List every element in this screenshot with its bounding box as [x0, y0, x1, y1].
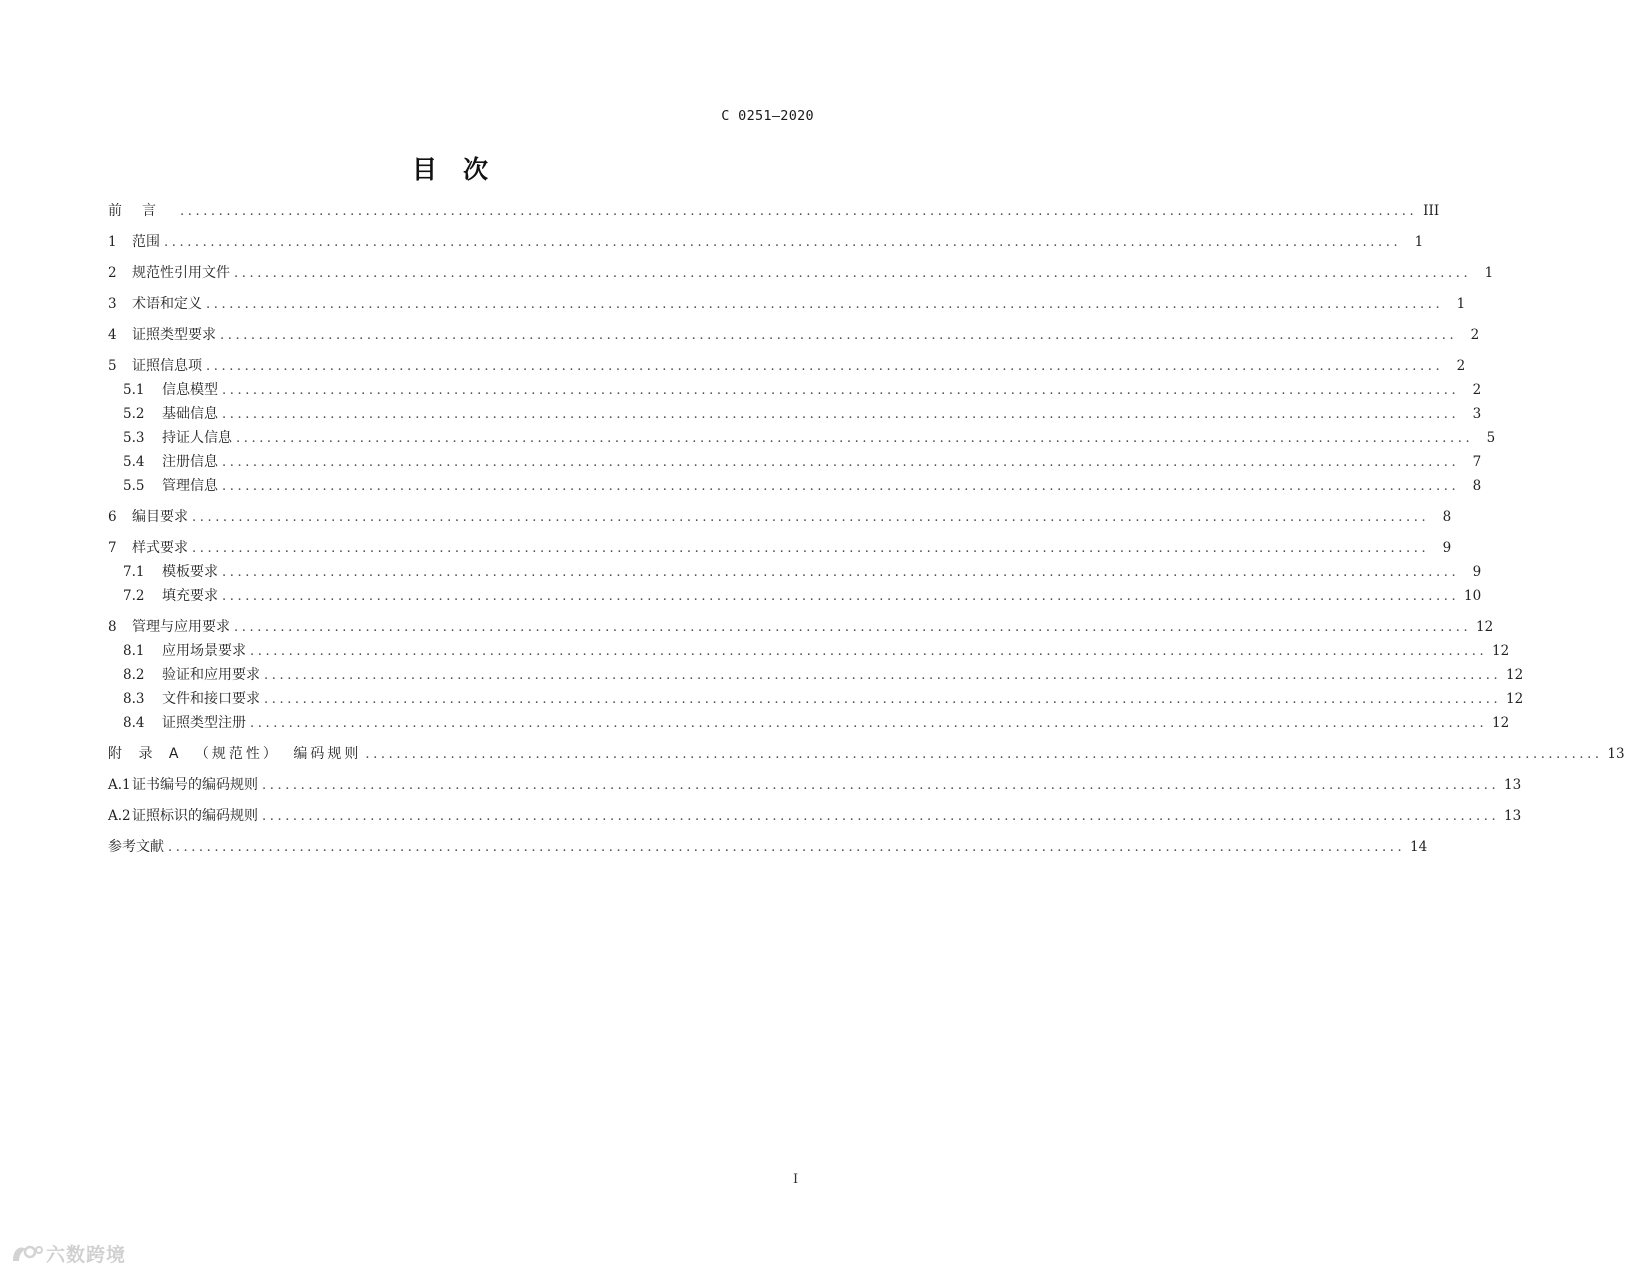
toc-entry-page: III	[1423, 203, 1440, 219]
toc-leader-dots: ................................................................................................................................................................	[222, 589, 1460, 604]
toc-entry-page: 10	[1463, 588, 1482, 604]
toc-leader-dots: ................................................................................................................................................................	[206, 359, 1444, 374]
toc-entry-label: 前言	[108, 203, 176, 219]
watermark-text: 六数跨境	[46, 1244, 127, 1266]
toc-entry-label: 编目要求	[132, 509, 188, 525]
toc-entry	[108, 429, 1496, 448]
toc-entry-label: 证照信息项	[132, 358, 202, 374]
toc-entry-page: 7	[1472, 454, 1482, 470]
toc-leader-dots: ................................................................................................................................................................	[164, 235, 1402, 250]
toc-entry-number: 3	[108, 296, 117, 312]
table-of-contents	[108, 198, 1625, 857]
toc-entry-page: 2	[1470, 327, 1480, 343]
toc-entry	[108, 776, 1522, 795]
toc-entry-label: 规范性引用文件	[132, 265, 230, 281]
toc-leader-dots: ................................................................................................................................................................	[222, 407, 1460, 422]
toc-entry-number: 7.2	[123, 588, 145, 604]
toc-entry-page: 1	[1414, 234, 1424, 250]
toc-entry	[108, 838, 1428, 857]
toc-entry	[108, 264, 1494, 283]
toc-entry-page: 3	[1472, 406, 1482, 422]
toc-entry-page: 13	[1503, 777, 1522, 793]
toc-entry-page: 5	[1486, 430, 1496, 446]
toc-leader-dots: ................................................................................................................................................................	[180, 204, 1418, 219]
toc-entry-number: A.1	[108, 777, 131, 793]
toc-entry	[108, 357, 1466, 376]
toc-entry	[108, 477, 1482, 496]
toc-entry-number: 8.3	[123, 691, 145, 707]
toc-leader-dots: ................................................................................................................................................................	[220, 328, 1458, 343]
toc-entry-number: 5.5	[123, 478, 145, 494]
toc-entry-label: 样式要求	[132, 540, 188, 556]
toc-entry-label: 信息模型	[162, 382, 218, 398]
toc-entry	[108, 405, 1482, 424]
watermark	[10, 1240, 126, 1267]
page-number: I	[793, 1172, 799, 1187]
toc-entry-label: 证照类型要求	[132, 327, 216, 343]
toc-entry	[108, 690, 1524, 709]
toc-entry-page: 2	[1472, 382, 1482, 398]
toc-entry-label: 持证人信息	[162, 430, 232, 446]
toc-entry-label: 参考文献	[108, 839, 164, 855]
toc-entry	[108, 202, 1440, 221]
toc-entry-label: 应用场景要求	[162, 643, 246, 659]
toc-entry	[108, 326, 1480, 345]
toc-entry-label: 证书编号的编码规则	[132, 777, 258, 793]
toc-leader-dots: ................................................................................................................................................................	[168, 840, 1406, 855]
toc-leader-dots: ................................................................................................................................................................	[250, 716, 1488, 731]
toc-entry	[108, 539, 1452, 558]
toc-leader-dots: ................................................................................................................................................................	[250, 644, 1488, 659]
toc-entry	[108, 642, 1510, 661]
toc-entry-number: 7	[108, 540, 117, 556]
toc-entry	[108, 453, 1482, 472]
toc-entry-page: 12	[1491, 715, 1510, 731]
toc-leader-dots: ................................................................................................................................................................	[222, 383, 1460, 398]
toc-leader-dots: ................................................................................................................................................................	[192, 541, 1430, 556]
toc-entry-page: 12	[1505, 667, 1524, 683]
toc-entry-label: 证照类型注册	[162, 715, 246, 731]
toc-leader-dots: ................................................................................................................................................................	[222, 565, 1460, 580]
toc-leader-dots: ................................................................................................................................................................	[365, 747, 1603, 762]
toc-entry-page: 1	[1484, 265, 1494, 281]
toc-entry-label: 附 录 A （规范性） 编码规则	[108, 746, 362, 762]
watermark-logo-icon	[10, 1241, 44, 1267]
toc-entry-number: 6	[108, 509, 117, 525]
toc-entry-number: A.2	[108, 808, 131, 824]
toc-entry-number: 5.4	[123, 454, 145, 470]
toc-entry	[108, 233, 1424, 252]
toc-entry-label: 模板要求	[162, 564, 218, 580]
toc-entry-page: 2	[1456, 358, 1466, 374]
toc-entry-number: 7.1	[123, 564, 145, 580]
toc-leader-dots: ................................................................................................................................................................	[192, 510, 1430, 525]
toc-entry-label: 管理信息	[162, 478, 218, 494]
toc-entry	[108, 714, 1510, 733]
toc-entry	[108, 295, 1466, 314]
toc-entry	[108, 745, 1625, 764]
toc-entry-number: 5	[108, 358, 117, 374]
toc-entry-label: 术语和定义	[132, 296, 202, 312]
toc-entry-page: 9	[1442, 540, 1452, 556]
toc-entry-label: 范围	[132, 234, 160, 250]
toc-entry	[108, 381, 1482, 400]
toc-entry-page: 14	[1409, 839, 1428, 855]
toc-title: 目次	[411, 155, 514, 184]
toc-entry	[108, 563, 1482, 582]
toc-entry-number: 2	[108, 265, 117, 281]
toc-entry-page: 13	[1607, 746, 1625, 762]
toc-entry	[108, 508, 1452, 527]
toc-entry-page: 12	[1475, 619, 1494, 635]
toc-entry-page: 8	[1472, 478, 1482, 494]
toc-leader-dots: ................................................................................................................................................................	[234, 266, 1472, 281]
toc-entry-label: 管理与应用要求	[132, 619, 230, 635]
toc-entry-label: 证照标识的编码规则	[132, 808, 258, 824]
toc-entry-page: 1	[1456, 296, 1466, 312]
toc-entry-page: 13	[1503, 808, 1522, 824]
toc-leader-dots: ................................................................................................................................................................	[234, 620, 1472, 635]
toc-leader-dots: ................................................................................................................................................................	[264, 692, 1502, 707]
toc-entry	[108, 587, 1482, 606]
toc-entry	[108, 666, 1524, 685]
toc-entry-page: 9	[1472, 564, 1482, 580]
toc-entry-page: 8	[1442, 509, 1452, 525]
toc-entry-number: 5.1	[123, 382, 145, 398]
toc-entry-page: 12	[1505, 691, 1524, 707]
toc-leader-dots: ................................................................................................................................................................	[222, 455, 1460, 470]
toc-entry-label: 基础信息	[162, 406, 218, 422]
toc-entry-label: 验证和应用要求	[162, 667, 260, 683]
toc-entry-number: 5.3	[123, 430, 145, 446]
toc-entry	[108, 618, 1494, 637]
toc-leader-dots: ................................................................................................................................................................	[222, 479, 1460, 494]
toc-entry-label: 填充要求	[162, 588, 218, 604]
toc-entry-number: 8.1	[123, 643, 145, 659]
toc-leader-dots: ................................................................................................................................................................	[236, 431, 1474, 446]
toc-leader-dots: ................................................................................................................................................................	[262, 809, 1500, 824]
toc-entry-number: 8.4	[123, 715, 145, 731]
toc-entry-number: 1	[108, 234, 117, 250]
toc-leader-dots: ................................................................................................................................................................	[264, 668, 1502, 683]
toc-entry-number: 4	[108, 327, 117, 343]
toc-leader-dots: ................................................................................................................................................................	[262, 778, 1500, 793]
toc-entry	[108, 807, 1522, 826]
toc-leader-dots: ................................................................................................................................................................	[206, 297, 1444, 312]
toc-entry-number: 5.2	[123, 406, 145, 422]
toc-entry-label: 注册信息	[162, 454, 218, 470]
toc-entry-number: 8	[108, 619, 117, 635]
toc-entry-label: 文件和接口要求	[162, 691, 260, 707]
toc-entry-number: 8.2	[123, 667, 145, 683]
toc-entry-page: 12	[1491, 643, 1510, 659]
document-code: C 0251—2020	[721, 108, 814, 124]
